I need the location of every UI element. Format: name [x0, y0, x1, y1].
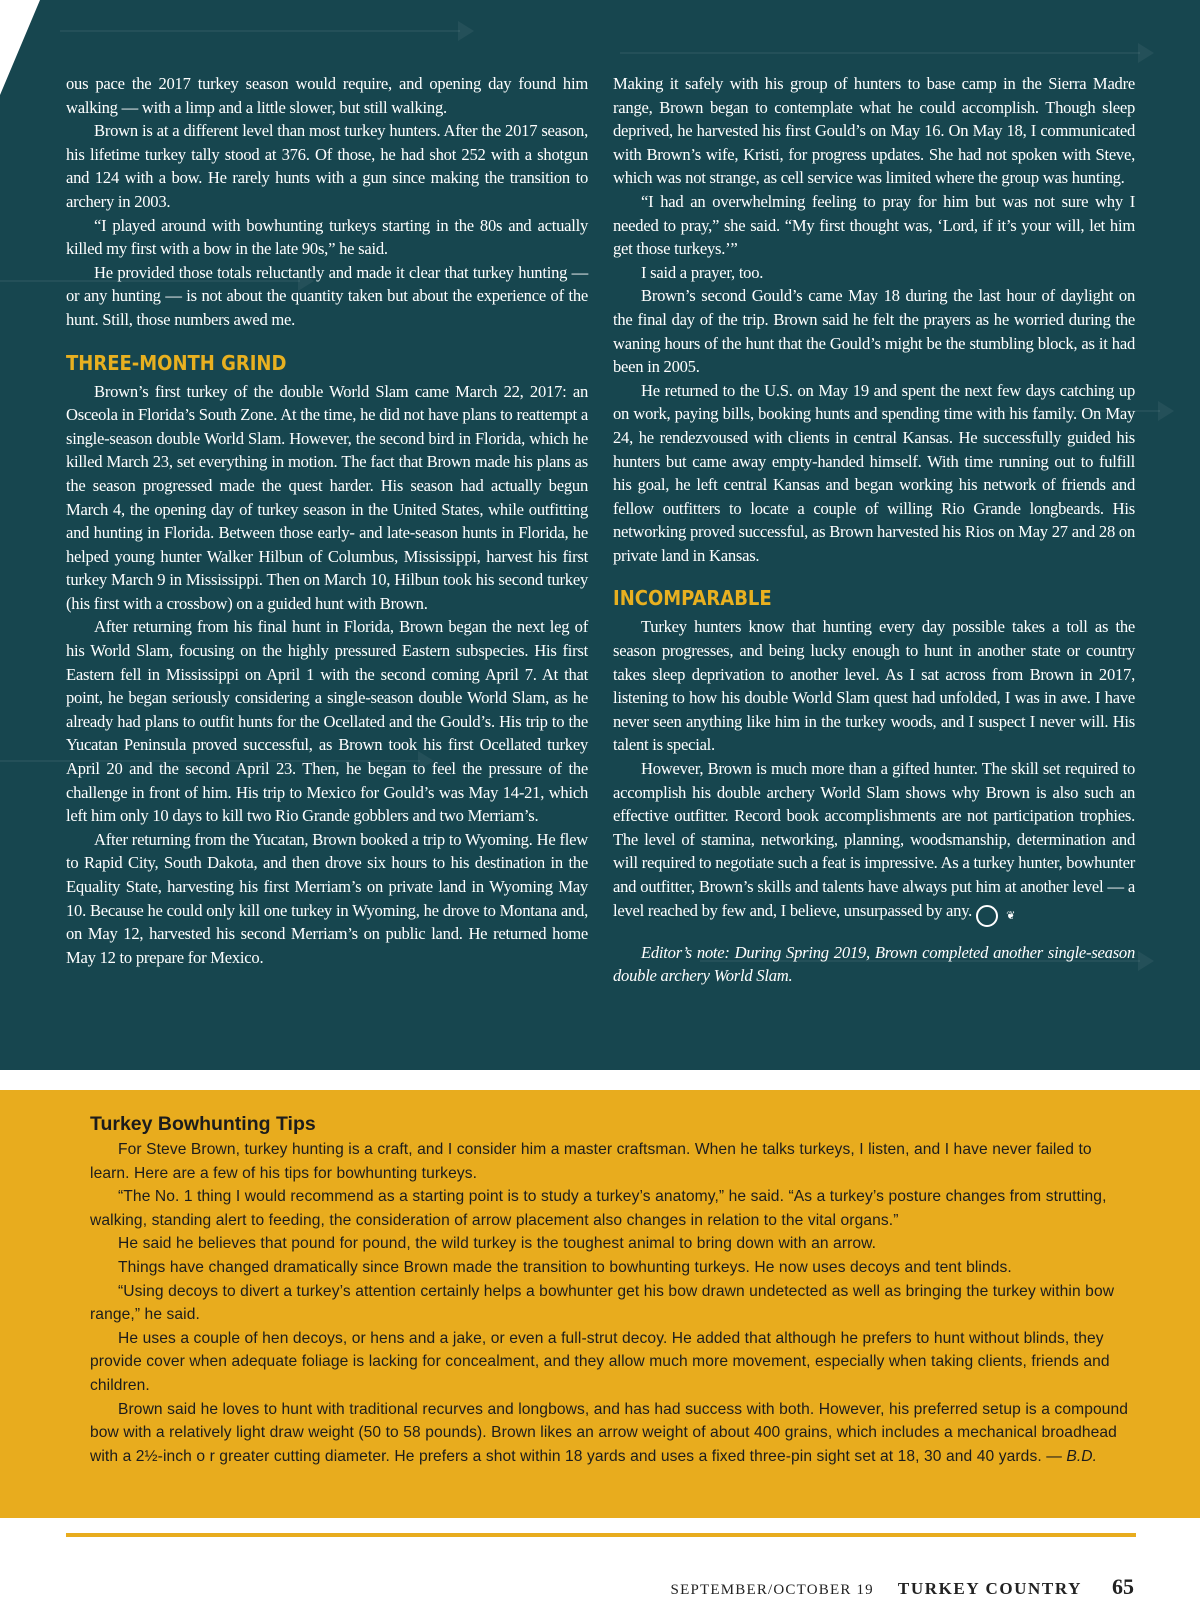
paragraph-text: Brown said he loves to hunt with traditional recurves and longbows, and has had success with both. However, his preferred setup is a compound bow with a relatively light draw weight (50 to 58 pounds). Brown likes an arrow weight of about 400 grains, which includes a mechanical broadhead with a 2½-inch o r greater cutting diameter. He prefers a shot within 18 yards and uses a fixed three-pin sight set at 18, 30 and 40 yards. — — [90, 1400, 1129, 1465]
paragraph: “I played around with bowhunting turkeys starting in the 80s and actually killed my first with a bow in the late 90s,” he said. — [66, 215, 588, 259]
paragraph: He uses a couple of hen decoys, or hens and a jake, or even a full-strut decoy. He added that although he prefers to hunt without blinds, they provide cover when adequate foliage is lacking for concealment, and they allow much more movement, especially when taking clients, friends and children. — [90, 1329, 1110, 1394]
editors-note: Editor’s note: During Spring 2019, Brown completed another single-season double archery World Slam. — [613, 942, 1135, 986]
magazine-name: TURKEY COUNTRY — [897, 1579, 1082, 1598]
paragraph: Brown’s first turkey of the double World Slam came March 22, 2017: an Osceola in Florida’s South Zone. At the time, he did not have plans to reattempt a single-season double World Slam. However, the second bird in Florida, which he killed March 23, set everything in motion. The fact that Brown made his plans as the season progressed made the quest harder. His season had actually begun March 4, the opening day of turkey season in the United States, while outfitting and hunting in Florida. Between those early- and late-season hunts in Florida, he helped young hunter Walker Hilbun of Columbus, Mississippi, harvest his first turkey March 9 in Mississippi. Then on March 10, Hilbun took his second turkey (his first with a crossbow) on a guided hunt with Brown. — [66, 381, 588, 613]
paragraph: “I had an overwhelming feeling to pray for him but was not sure why I needed to pray,” she said. “My first thought was, ‘Lord, if it’s your will, let him get those turkeys.’” — [613, 191, 1135, 259]
arrow-decoration — [60, 30, 460, 32]
tips-content — [90, 1112, 1130, 1468]
turkey-logo-icon: ❦ — [976, 905, 998, 927]
paragraph: “The No. 1 thing I would recommend as a starting point is to study a turkey’s anatomy,” he said. “As a turkey’s posture changes from strutting, walking, standing alert to feeding, the consideration of arrow placement also changes in relation to the vital organs.” — [90, 1188, 1107, 1229]
sidebar-title: Turkey Bowhunting Tips — [90, 1113, 316, 1135]
paragraph: ous pace the 2017 turkey season would require, and opening day found him walking — with a limp and a little slower, but still walking. — [66, 74, 588, 117]
page-footer — [671, 1574, 1134, 1604]
paragraph: After returning from his final hunt in Florida, Brown began the next leg of his World Slam, focusing on the highly pressured Eastern subspecies. His first Eastern fell in Mississippi on April 1 with the second coming April 7. At that point, he began seriously considering a single-season double World Slam, as he already had plans to outfit hunts for the Ocellated and the Gould’s. His trip to the Yucatan Peninsula proved successful, as Brown took his first Ocellated turkey April 20 and the second April 23. Then, he began to feel the pressure of the challenge in front of him. His trip to Mexico for Gould’s was May 14-21, which left him only 10 days to kill two Rio Grande gobblers and two Merriam’s. — [66, 617, 588, 826]
author-initials: B.D. — [1066, 1447, 1098, 1465]
paragraph: He returned to the U.S. on May 19 and spent the next few days catching up on work, paying bills, booking hunts and spending time with his family. On May 24, he rendezvoused with clients in central Kansas. He successfully guided his hunters but came away empty-handed himself. With time running out to fulfill his goal, he left central Kansas and began working his network of friends and fellow outfitters to locate a couple of willing Rio Grande longbeards. His networking proved successful, as Brown harvested his Rios on May 27 and 28 on private land in Kansas. — [613, 380, 1135, 565]
paragraph: After returning from the Yucatan, Brown booked a trip to Wyoming. He flew to Rapid City, South Dakota, and then drove six hours to his destination in the Equality State, harvesting his first Merriam’s on private land in Wyoming May 10. Because he could only kill one turkey in Wyoming, he drove to Montana and, on May 12, harvested his second Merriam’s on public land. He returned home May 12 to prepare for Mexico. — [66, 829, 588, 967]
section-heading: INCOMPARABLE — [613, 586, 772, 611]
paragraph: “Using decoys to divert a turkey’s attention certainly helps a bowhunter get his bow drawn undetected as well as bringing the turkey within bow range,” he said. — [90, 1282, 1115, 1324]
paragraph: I said a prayer, too. — [641, 262, 764, 282]
arrow-decoration — [620, 52, 1140, 54]
paragraph: He provided those totals reluctantly and made it clear that turkey hunting — or any hunting — is not about the quantity taken but about the experience of the hunt. Still, those numbers awed me. — [66, 262, 588, 329]
tips-sidebar — [0, 1090, 1200, 1518]
paragraph: Turkey hunters know that hunting every day possible takes a toll as the season progresses, and being lucky enough to hunt in another state or country takes sleep deprivation to another level. As I sat across from Brown in 2017, listening to how his double World Slam quest had unfolded, I was in awe. I have never seen anything like him in the turkey woods, and I suspect I never will. His talent is special. — [613, 617, 1135, 755]
paragraph: Brown is at a different level than most turkey hunters. After the 2017 season, his lifetime turkey tally stood at 376. Of those, he had shot 252 with a shotgun and 124 with a bow. He rarely hunts with a gun since making the transition to archery in 2003. — [66, 121, 588, 211]
page-number: 65 — [1112, 1574, 1134, 1599]
paragraph: Making it safely with his group of hunters to base camp in the Sierra Madre range, Brown began to contemplate what he could accomplish. Though sleep deprived, he harvested his first Gould’s on May 16. On May 18, I communicated with Brown’s wife, Kristi, for progress updates. She had not spoken with Steve, which was not strange, as cell service was limited where the group was hunting. — [613, 74, 1135, 188]
paragraph: He said he believes that pound for pound, the wild turkey is the toughest animal to bring down with an arrow. — [118, 1235, 877, 1253]
paragraph — [613, 757, 1135, 927]
paragraph — [90, 1398, 1130, 1469]
paragraph-text: However, Brown is much more than a gifted hunter. The skill set required to accomplish his double archery World Slam shows why Brown is also such an effective outfitter. Record book accomplishments are not participation trophies. The level of stamina, networking, planning, woodsmanship, determination and will required to negotiate such a feat is impressive. As a turkey hunter, bowhunter and outfitter, Brown’s skills and talents have always put him at another level — a level reached by few and, I believe, unsurpassed by any. — [613, 759, 1135, 920]
paragraph: Things have changed dramatically since Brown made the transition to bowhunting turkeys. He now uses decoys and tent blinds. — [118, 1258, 1012, 1276]
paragraph: Brown’s second Gould’s came May 18 during the last hour of daylight on the final day of the trip. Brown said he felt the prayers as he worried during the waning hours of the hunt that the Gould’s might be the stumbling block, as it had been in 2005. — [613, 286, 1135, 377]
issue-date: SEPTEMBER/OCTOBER 19 — [670, 1582, 874, 1598]
left-column — [66, 72, 588, 969]
section-heading: THREE-MONTH GRIND — [66, 350, 287, 375]
right-column — [613, 72, 1135, 988]
paragraph: For Steve Brown, turkey hunting is a craft, and I consider him a master craftsman. When he talks turkeys, I listen, and I have never failed to learn. Here are a few of his tips for bowhunting turkeys. — [90, 1141, 1092, 1182]
footer-rule — [66, 1533, 1136, 1537]
panel-corner-cut — [0, 0, 40, 95]
